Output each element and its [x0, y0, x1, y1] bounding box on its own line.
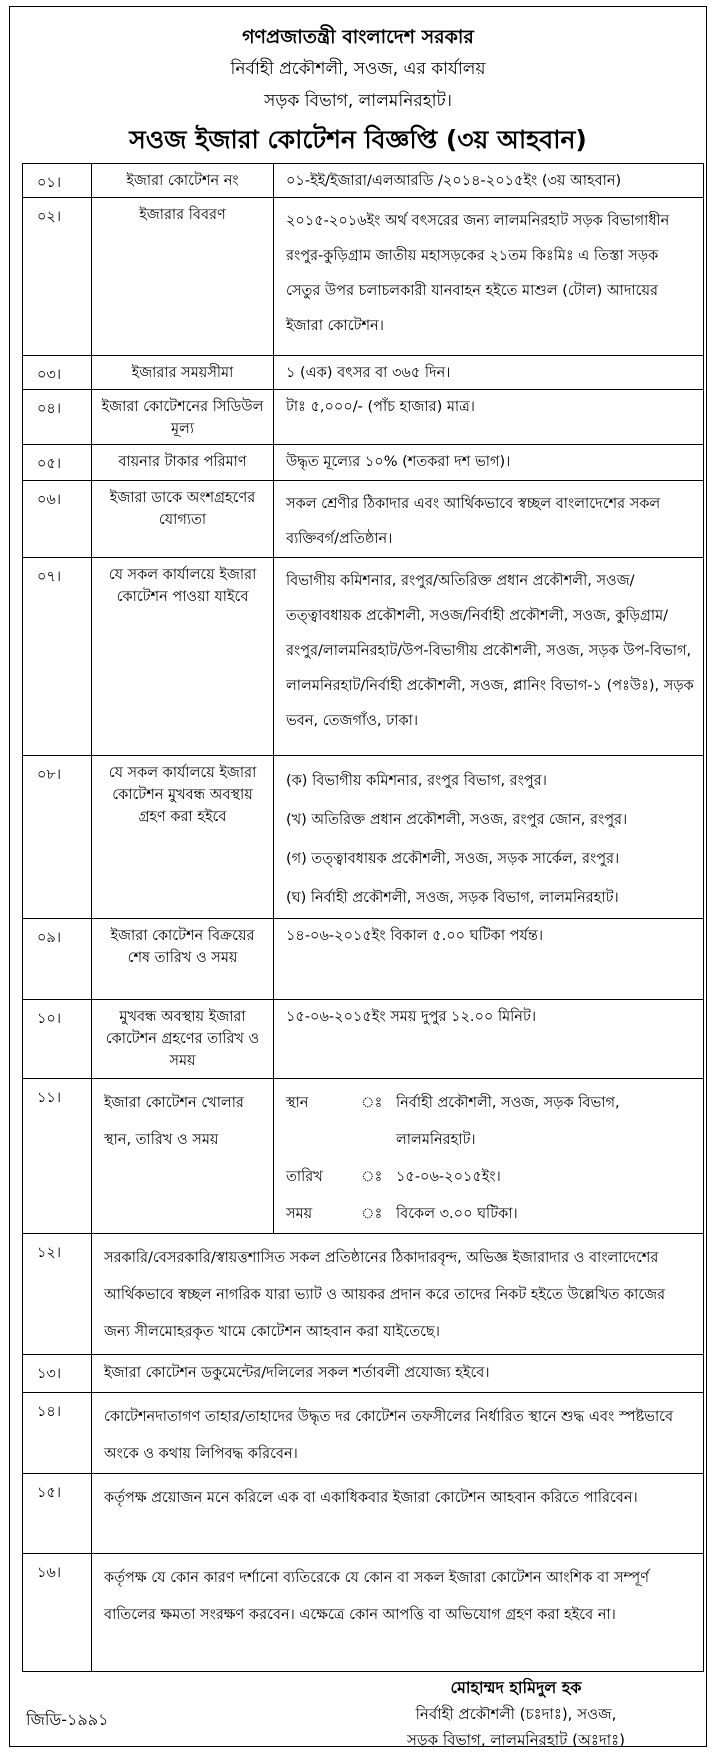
table-row: [23, 1474, 704, 1554]
row-number: ১০।: [23, 1000, 92, 1079]
opening-label: ইজারা কোটেশন খোলার স্থান, তারিখ ও সময়: [104, 1095, 244, 1148]
table-row: [23, 481, 704, 558]
office-name: নির্বাহী প্রকৌশলী, সওজ, এর কার্যালয়: [230, 59, 486, 79]
time-line: [286, 1196, 695, 1233]
row-label: ইজারা ডাকে অংশগ্রহণের যোগ্যতা: [92, 481, 274, 558]
table-row: [23, 445, 704, 481]
row-value: টাঃ ৫,০০০/- (পাঁচ হাজার) মাত্র।: [274, 390, 704, 445]
row-label: ইজারার সময়সীমা: [92, 356, 274, 390]
colon: ঃ: [361, 1206, 383, 1222]
row-label: [92, 1079, 274, 1234]
table-row: [23, 164, 704, 198]
row-label: মুখবন্ধ অবস্থায় ইজারা কোটেশন গ্রহণের তারিখ ও সময়: [92, 1000, 274, 1079]
row-text: ইজারা কোটেশন ডকুমেন্টের/দলিলের সকল শর্তাবলী প্রযোজ্য হইবে।: [92, 1355, 704, 1393]
row-value: ০১-ইই/ইজারা/এলআরডি /২০১৪-২০১৫ইং (৩য় আহবান): [274, 164, 704, 198]
row-value: [274, 756, 704, 919]
row-value: [274, 1079, 704, 1234]
date-value: ১৫-০৬-২০১৫ইং।: [396, 1169, 501, 1185]
place-line: [286, 1085, 695, 1159]
table-row: [23, 558, 704, 756]
row-number: ১৬।: [23, 1554, 92, 1672]
table-row: [23, 1554, 704, 1672]
row-value: ২০১৫-২০১৬ইং অর্থ বৎসরের জন্য লালমনিরহাট সড়ক বিভাগাধীন রংপুর-কুড়িগ্রাম জাতীয় মহাসড়কের ২১তম কিঃমিঃ এ তিস্তা সড়ক সেতুর উপর চলাচলকারী যানবাহন হইতে মাশুল (টোল) আদায়ের ইজারা কোটেশন।: [274, 198, 704, 356]
place-value: নির্বাহী প্রকৌশলী, সওজ, সড়ক বিভাগ, লালমনিরহাট।: [396, 1095, 620, 1148]
row-number: ০৫।: [23, 445, 92, 481]
table-row: [23, 356, 704, 390]
gd-code: জিডি-১৯৯১: [26, 1710, 109, 1729]
row-label: যে সকল কার্যালয়ে ইজারা কোটেশন পাওয়া যাইবে: [92, 558, 274, 756]
row-text: কর্তৃপক্ষ প্রয়োজন মনে করিলে এক বা একাধিকবার ইজারা কোটেশন আহবান করিতে পারিবেন।: [92, 1474, 704, 1554]
row-number: ০৬।: [23, 481, 92, 558]
table-row: [23, 390, 704, 445]
table-row: [23, 1234, 704, 1355]
row-text: সরকারি/বেসরকারি/স্বায়ত্তশাসিত সকল প্রতিষ্ঠানের ঠিকাদারবৃন্দ, অভিজ্ঞ ইজারাদার ও বাংলাদেশের আর্থিকভাবে স্বচ্ছল নাগরিক যারা ভ্যাট ও আয়কর প্রদান করে তাদের নিকট হইতে উল্লেখিত কাজের জন্য সীলমোহরকৃত খামে কোটেশন আহবান করা যাইতেছে।: [92, 1234, 704, 1355]
date-key: তারিখ: [286, 1169, 323, 1185]
govt-title: গণপ্রজাতন্ত্রী বাংলাদেশ সরকার: [242, 26, 474, 48]
table-row: [23, 1000, 704, 1079]
row-value: সকল শ্রেণীর ঠিকাদার এবং আর্থিকভাবে স্বচ্ছল বাংলাদেশের সকল ব্যক্তিবর্গ/প্রতিষ্ঠান।: [274, 481, 704, 558]
row-number: ০৭।: [23, 558, 92, 756]
row-value: ১৪-০৬-২০১৫ইং বিকাল ৫.০০ ঘটিকা পর্যন্ত।: [274, 919, 704, 1000]
signatory-office: সড়ক বিভাগ, লালমনিরহাট (অঃদাঃ): [406, 1731, 626, 1749]
place-key: স্থান: [286, 1095, 309, 1111]
row-number: ০৩।: [23, 356, 92, 390]
row-number: ১৫।: [23, 1474, 92, 1554]
row-label: যে সকল কার্যালয়ে ইজারা কোটেশন মুখবন্ধ অবস্থায় গ্রহণ করা হইবে: [92, 756, 274, 919]
signatory-name: মোহাম্মদ হামিদুল হক: [450, 1678, 582, 1697]
office-item: (ক) বিভাগীয় কমিশনার, রংপুর বিভাগ, রংপুর।: [286, 773, 547, 789]
row-text: কর্তৃপক্ষ যে কোন কারণ দর্শানো ব্যতিরেকে যে কোন বা সকল ইজারা কোটেশন আংশিক বা সম্পূর্ণ বাতিলের ক্ষমতা সংরক্ষণ করবেন। এক্ষেত্রে কোন আপত্তি বা অভিযোগ গ্রহণ করা হইবে না।: [92, 1554, 704, 1672]
row-number: ১২।: [23, 1234, 92, 1355]
table-row: [23, 1079, 704, 1234]
row-number: ১৪।: [23, 1393, 92, 1474]
table-row: [23, 1393, 704, 1474]
colon: ঃ: [361, 1169, 383, 1185]
row-label: বায়নার টাকার পরিমাণ: [92, 445, 274, 481]
row-label: ইজারা কোটেশনের সিডিউল মূল্য: [92, 390, 274, 445]
colon: ঃ: [361, 1095, 383, 1111]
table-row: [23, 1355, 704, 1393]
office-item: (ঘ) নির্বাহী প্রকৌশলী, সওজ, সড়ক বিভাগ, লালমনিরহাট।: [286, 890, 619, 906]
notice-table: [22, 163, 704, 1672]
row-text: কোটেশনদাতাগণ তাহার/তাহাদের উদ্ধৃত দর কোটেশন তফসীলের নির্ধারিত স্থানে শুদ্ধ এবং স্পষ্টভাবে অংকে ও কথায় লিপিবদ্ধ করিবেন।: [92, 1393, 704, 1474]
row-number: ১১।: [23, 1079, 92, 1234]
date-line: [286, 1159, 695, 1196]
signatory-title: নির্বাহী প্রকৌশলী (চঃদাঃ), সওজ,: [415, 1705, 617, 1723]
row-number: ০৮।: [23, 756, 92, 919]
table-row: [23, 756, 704, 919]
row-number: ১৩।: [23, 1355, 92, 1393]
table-row: [23, 919, 704, 1000]
row-value: ১ (এক) বৎসর বা ৩৬৫ দিন।: [274, 356, 704, 390]
notice-title: সওজ ইজারা কোটেশন বিজ্ঞপ্তি (৩য় আহবান): [129, 125, 587, 154]
row-number: ০৪।: [23, 390, 92, 445]
row-value: ১৫-০৬-২০১৫ইং সময় দুপুর ১২.০০ মিনিট।: [274, 1000, 704, 1079]
row-number: ০১।: [23, 164, 92, 198]
office-location: সড়ক বিভাগ, লালমনিরহাট।: [264, 91, 452, 111]
notice-page: [9, 6, 707, 1747]
signature-block: [366, 1675, 666, 1753]
row-label: ইজারার বিবরণ: [92, 198, 274, 356]
time-value: বিকেল ৩.০০ ঘটিকা।: [396, 1206, 518, 1222]
time-key: সময়: [286, 1206, 313, 1222]
table-row: [23, 198, 704, 356]
row-value: উদ্ধৃত মূল্যের ১০% (শতকরা দশ ভাগ)।: [274, 445, 704, 481]
row-label: ইজারা কোটেশন বিক্রয়ের শেষ তারিখ ও সময়: [92, 919, 274, 1000]
office-item: (খ) অতিরিক্ত প্রধান প্রকৌশলী, সওজ, রংপুর জোন, রংপুর।: [286, 812, 628, 828]
row-number: ০৯।: [23, 919, 92, 1000]
row-label: ইজারা কোটেশন নং: [92, 164, 274, 198]
row-value: বিভাগীয় কমিশনার, রংপুর/অতিরিক্ত প্রধান প্রকৌশলী, সওজ/তত্ত্বাবধায়ক প্রকৌশলী, সওজ/নির্বাহী প্রকৌশলী, সওজ, কুড়িগ্রাম/রংপুর/লালমনিরহাট/উপ-বিভাগীয় প্রকৌশলী, সওজ, সড়ক উপ-বিভাগ, লালমনিরহাট/নির্বাহী প্রকৌশলী, সওজ, প্লানিং বিভাগ-১ (পঃউঃ), সড়ক ভবন, তেজগাঁও, ঢাকা।: [274, 558, 704, 756]
row-number: ০২।: [23, 198, 92, 356]
office-item: (গ) তত্ত্বাবধায়ক প্রকৌশলী, সওজ, সড়ক সার্কেল, রংপুর।: [286, 851, 620, 867]
